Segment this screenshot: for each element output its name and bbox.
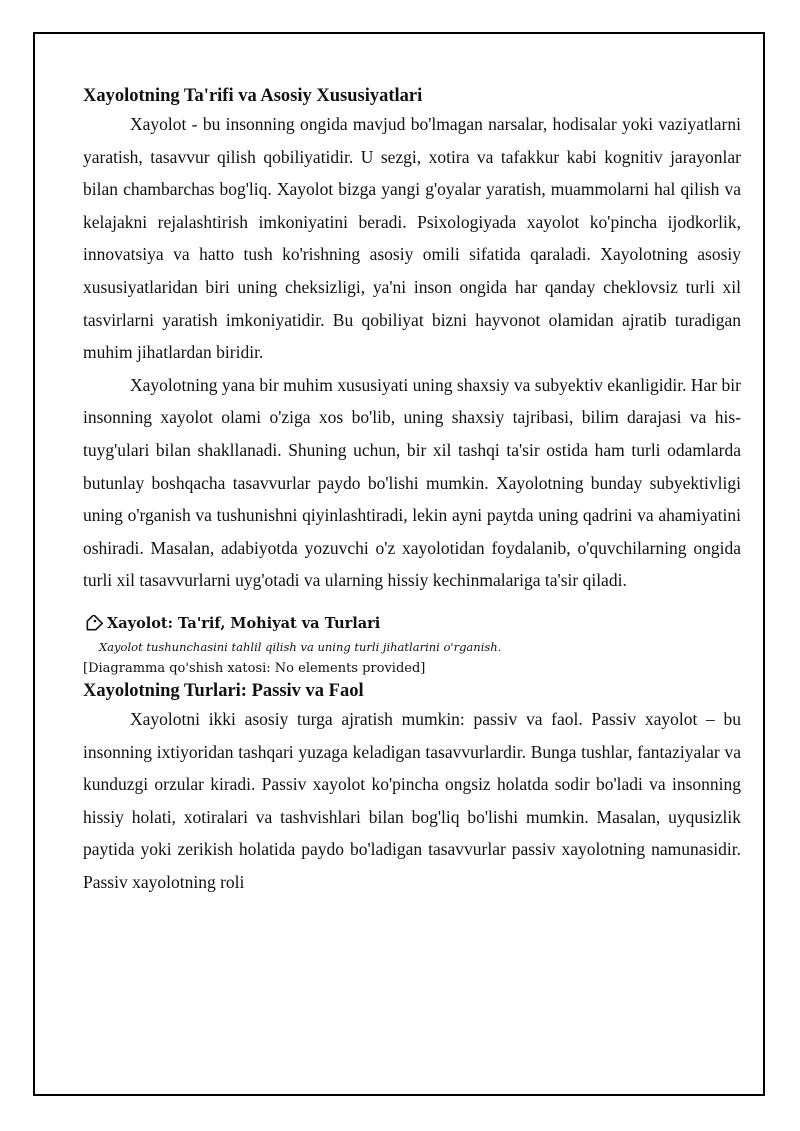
diagram-title-row	[83, 614, 741, 634]
diagram-placeholder	[83, 614, 741, 679]
section-heading-types: Xayolotning Turlari: Passiv va Faol	[83, 680, 364, 701]
diagram-error-message: [Diagramma qo'shish xatosi: No elements provided]	[83, 660, 426, 676]
diagram-subtitle: Xayolot tushunchasini tahlil qilish va uning turli jihatlarini o'rganish.	[99, 639, 502, 654]
document-body	[83, 84, 741, 898]
diagram-title: Xayolot: Ta'rif, Mohiyat va Turlari	[107, 614, 381, 632]
body-paragraph: Xayolotni ikki asosiy turga ajratish mumkin: passiv va faol. Passiv xayolot – bu insonning ixtiyoridan tashqari yuzaga keladigan tasavvurlardir. Bunga tushlar, fantaziyalar va kunduzgi orzular kiradi. Passiv xayolot ko'pincha ongsiz holatda sodir bo'ladi va insonning hissiy holati, xotiralari va tashvishlari bilan bog'liq bo'lishi mumkin. Masalan, uyqusizlik paytida yoki zerikish holatida paydo bo'ladigan tasavvurlar passiv xayolotning namunasidir. Passiv xayolotning roli	[83, 708, 741, 892]
body-paragraph: Xayolot - bu insonning ongida mavjud bo'lmagan narsalar, hodisalar yoki vaziyatlarni yaratish, tasavvur qilish qobiliyatidir. U sezgi, xotira va tafakkur kabi kognitiv jarayonlar bilan chambarchas bog'liq. Xayolot bizga yangi g'oyalar yaratish, muammolarni hal qilish va kelajakni rejalashtirish imkoniyatini beradi. Psixologiyada xayolot ko'pincha ijodkorlik, innovatsiya va hatto tush ko'rishning asosiy omili sifatida qaraladi. Xayolotning asosiy xususiyatlaridan biri uning cheksizligi, ya'ni inson ongida har qanday cheklovsiz turli xil tasvirlarni yaratish imkoniyatidir. Bu qobiliyat bizni hayvonot olamidan ajratib turadigan muhim jihatlardan biridir.	[83, 114, 741, 363]
body-paragraph: Xayolotning yana bir muhim xususiyati uning shaxsiy va subyektiv ekanligidir. Har bir insonning xayolot olami o'ziga xos bo'lib, uning shaxsiy tajribasi, bilim darajasi va his-tuyg'ulari bilan shakllanadi. Shuning uchun, bir xil tashqi ta'sir ostida ham turli odamlarda butunlay boshqacha tasavvurlar paydo bo'lishi mumkin. Xayolotning bunday subyektivligi uning o'rganish va tushunishni qiyinlashtiradi, lekin ayni paytda uning qadrini va ahamiyatini oshiradi. Masalan, adabiyotda yozuvchi o'z xayolotidan foydalanib, o'quvchilarning ongida turli xil tasavvurlarni uyg'otadi va ularning hissiy kechinmalariga ta'sir qiladi.	[83, 374, 741, 591]
section-heading-definition: Xayolotning Ta'rifi va Asosiy Xususiyatlari	[83, 86, 423, 106]
tag-icon	[83, 615, 103, 633]
